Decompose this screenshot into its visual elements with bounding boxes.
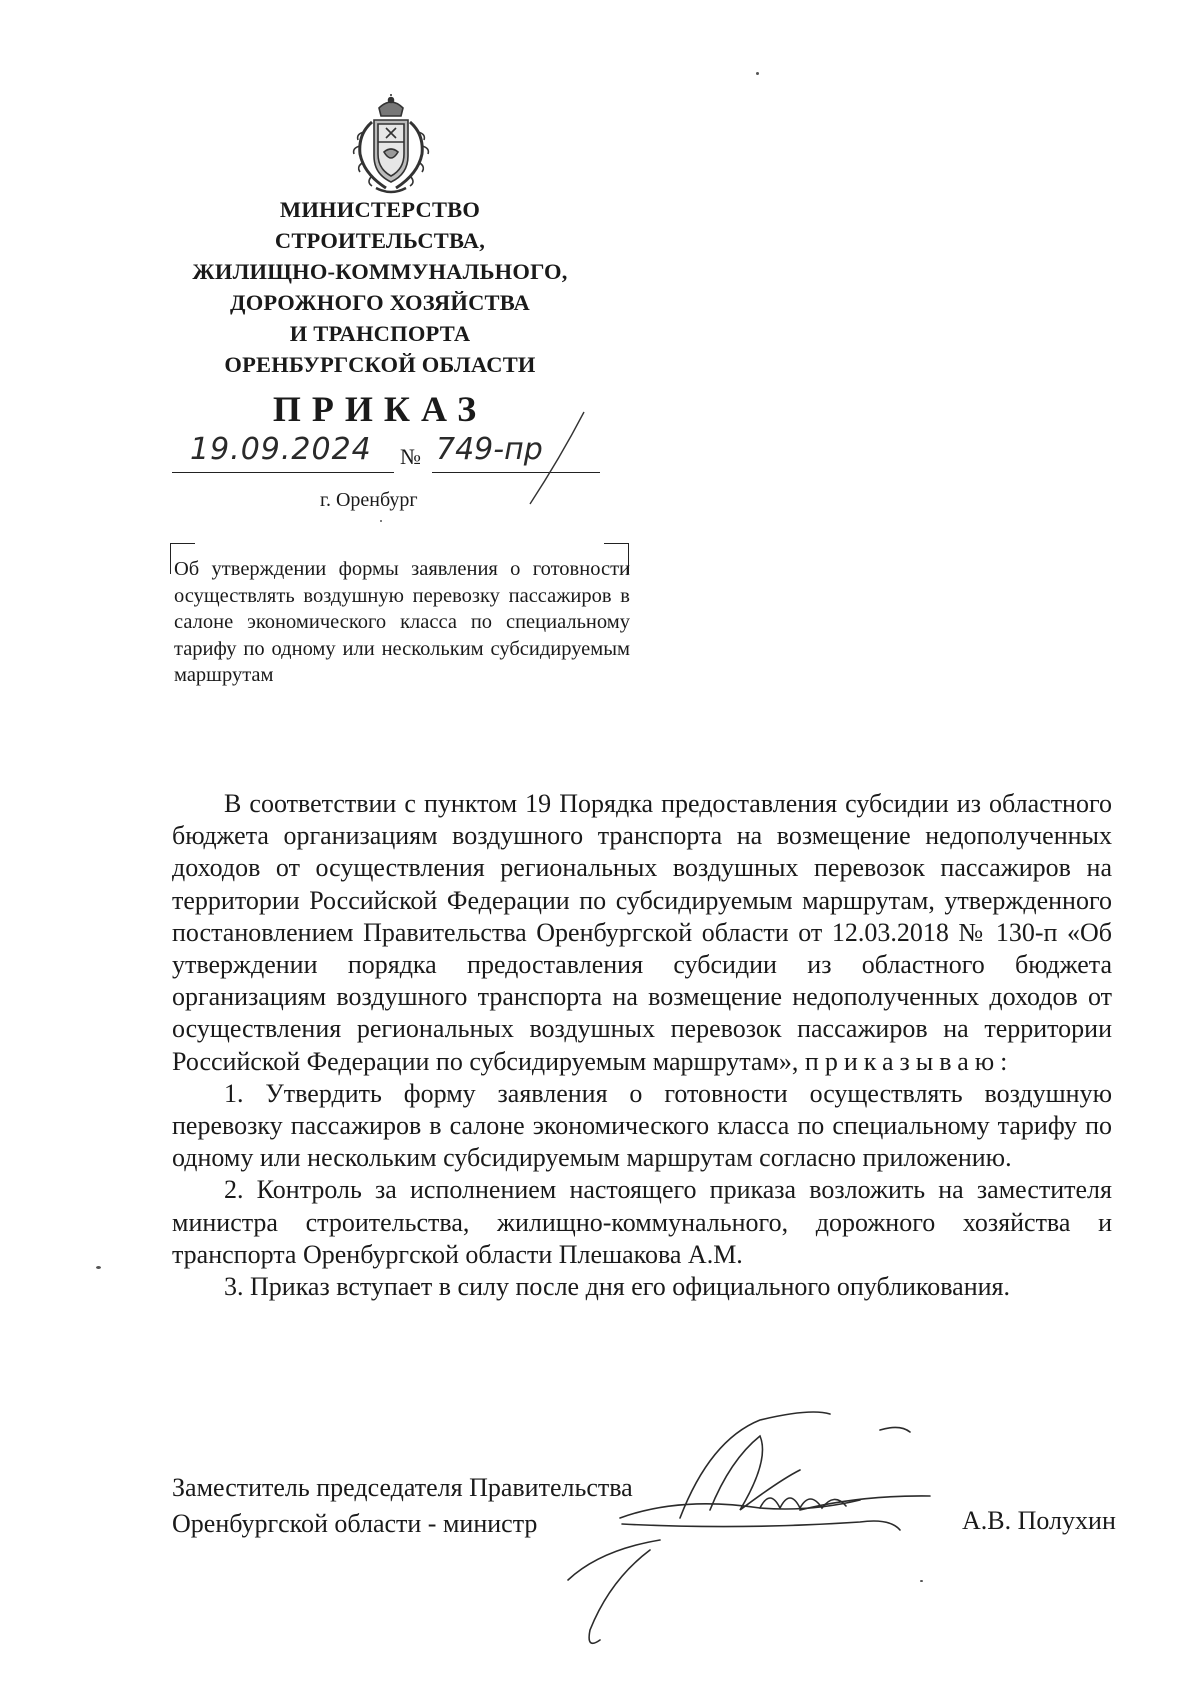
- ministry-name: [170, 194, 590, 380]
- preamble-paragraph: [172, 788, 1112, 1078]
- scan-speck: [920, 1580, 923, 1582]
- handwritten-signature: [560, 1400, 950, 1660]
- scan-speck: [96, 1266, 101, 1269]
- ministry-line: СТРОИТЕЛЬСТВА,: [274, 228, 486, 253]
- signatory-title-line: Оренбургской области - министр: [172, 1509, 538, 1538]
- slash-mark: [520, 408, 590, 508]
- preamble-text: В соответствии с пунктом 19 Порядка предоставления субсидии из областного бюджета организациям воздушного транспорта на возмещение недополученных доходов от осуществления региональных воздушных перевозок пассажиров на территории Российской Федерации по субсидируемым маршрутам, утвержденного постановлением Правительства Оренбургской области от 12.03.2018 № 130-п «Об утверждении порядка предоставления субсидии из областного бюджета организациям воздушного транспорта на возмещение недополученных доходов от осуществления региональных воздушных перевозок пассажиров на территории Российской Федерации по субсидируемым маршрутам»,: [172, 789, 1112, 1076]
- scan-speck: [380, 520, 382, 522]
- order-item: 2. Контроль за исполнением настоящего приказа возложить на заместителя министра строительства, жилищно-коммунального, дорожного хозяйства и транспорта Оренбургской области Плешакова А.М.: [172, 1175, 1112, 1269]
- number-sign: №: [400, 444, 421, 469]
- order-word: приказываю:: [804, 1046, 1014, 1076]
- order-date-field: [172, 432, 394, 473]
- ministry-line: И ТРАНСПОРТА: [289, 321, 471, 346]
- order-item: 1. Утвердить форму заявления о готовности осуществлять воздушную перевозку пассажиров в салоне экономического класса по специальному тарифу по одному или нескольким субсидируемым маршрутам согласно приложению.: [172, 1078, 1112, 1173]
- order-title: ПРИКАЗ: [272, 389, 488, 429]
- ministry-line: ЖИЛИЩНО-КОММУНАЛЬНОГО,: [192, 259, 568, 284]
- scan-speck: [756, 72, 759, 75]
- city: г. Оренбург: [320, 489, 418, 511]
- order-number: 749-пр: [436, 432, 543, 467]
- order-subject: Об утверждении формы заявления о готовности осуществлять воздушную перевозку пассажиров в салоне экономического класса по специальному тарифу по одному или нескольким субсидируемым маршрутам: [174, 558, 630, 686]
- order-date: 19.09.2024: [190, 432, 372, 467]
- signatory-name: А.В. Полухин: [962, 1506, 1116, 1535]
- order-body: [172, 788, 1112, 1303]
- ministry-line: МИНИСТЕРСТВО: [279, 197, 481, 222]
- coat-of-arms-icon: [346, 94, 436, 198]
- ministry-line: ДОРОЖНОГО ХОЗЯЙСТВА: [230, 290, 530, 315]
- order-item: 3. Приказ вступает в силу после дня его официального опубликования.: [224, 1272, 1010, 1302]
- ministry-line: ОРЕНБУРГСКОЙ ОБЛАСТИ: [224, 352, 536, 377]
- signatory-title-line: Заместитель председателя Правительства: [172, 1473, 633, 1502]
